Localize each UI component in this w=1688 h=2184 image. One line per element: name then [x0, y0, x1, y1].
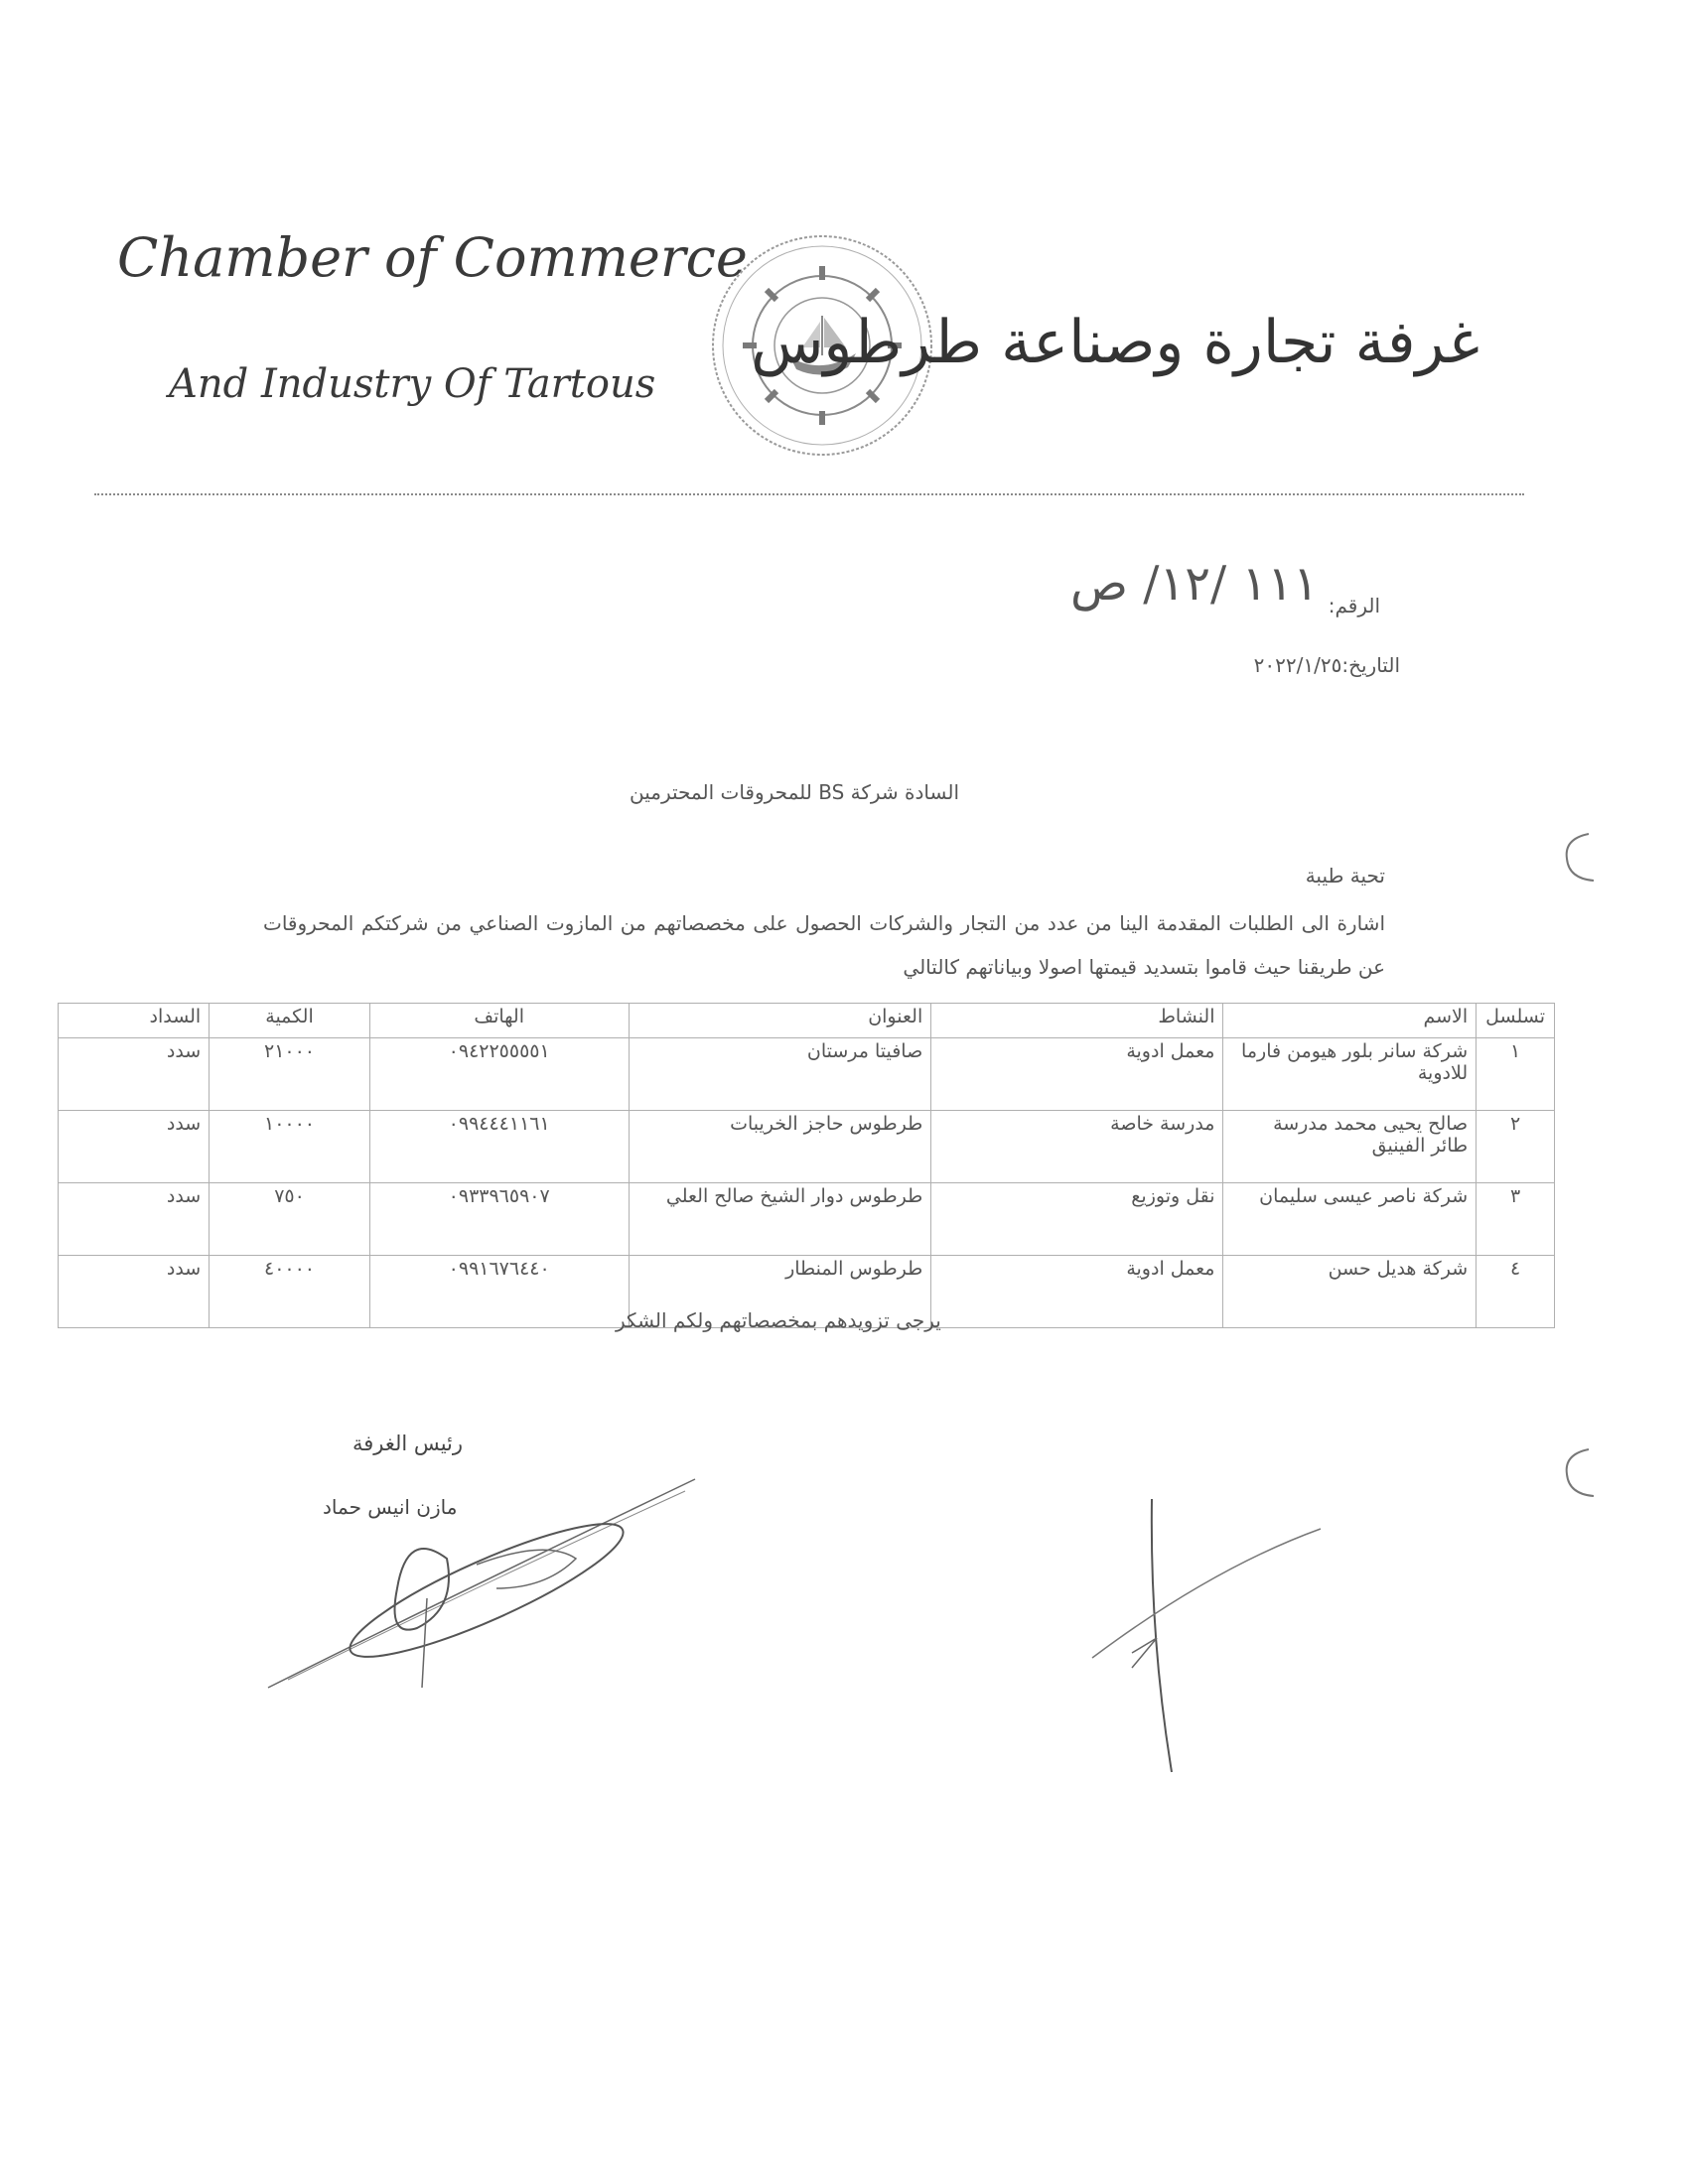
header-name: الاسم: [1223, 1004, 1477, 1038]
reference-number: ١١١ /١٢/ ص: [1070, 556, 1319, 612]
header-divider: [94, 493, 1524, 495]
cell-serial: ٤: [1477, 1256, 1555, 1328]
cell-name: شركة ناصر عيسى سليمان: [1223, 1183, 1477, 1256]
cell-quantity: ٧٥٠: [210, 1183, 370, 1256]
cell-phone: ٠٩٣٣٩٦٥٩٠٧: [369, 1183, 629, 1256]
cell-payment: سدد: [59, 1183, 210, 1256]
signatory-title: رئيس الغرفة: [352, 1432, 464, 1455]
header-quantity: الكمية: [210, 1004, 370, 1038]
letter-body: اشارة الى الطلبات المقدمة الينا من عدد من التجار والشركات الحصول على مخصصاتهم من المازوت الصناعي من شركتكم المحروقات عن طريقنا حيث قاموا بتسديد قيمتها اصولا وبياناتهم كالتالي: [263, 911, 1385, 979]
header-address: العنوان: [629, 1004, 931, 1038]
cell-name: شركة هديل حسن: [1223, 1256, 1477, 1328]
cell-name: صالح يحيى محمد مدرسة طائر الفينيق: [1223, 1111, 1477, 1183]
cell-phone: ٠٩٩١٦٧٦٤٤٠: [369, 1256, 629, 1328]
header-activity: النشاط: [931, 1004, 1223, 1038]
cell-quantity: ٤٠٠٠٠: [210, 1256, 370, 1328]
reference-label: الرقم:: [1328, 594, 1380, 617]
addressee: السادة شركة BS للمحروقات المحترمين: [629, 780, 960, 804]
margin-bracket-icon: [1559, 1444, 1599, 1504]
cell-quantity: ١٠٠٠٠: [210, 1111, 370, 1183]
table-row: [59, 1111, 1555, 1183]
cell-address: طرطوس حاجز الخريبات: [629, 1111, 931, 1183]
table-row: [59, 1038, 1555, 1111]
cell-serial: ٢: [1477, 1111, 1555, 1183]
signatory-name: مازن انيس حماد: [323, 1495, 458, 1519]
greeting: تحية طيبة: [1305, 864, 1385, 887]
closing-line: يرجى تزويدهم بمخصصاتهم ولكم الشكر: [616, 1308, 941, 1332]
cell-phone: ٠٩٤٢٢٥٥٥٥١: [369, 1038, 629, 1111]
margin-bracket-icon: [1559, 829, 1599, 888]
english-header-line2: And Industry Of Tartous: [169, 361, 656, 407]
cell-serial: ١: [1477, 1038, 1555, 1111]
cell-quantity: ٢١٠٠٠: [210, 1038, 370, 1111]
president-signature-icon: [248, 1469, 715, 1707]
cell-activity: نقل وتوزيع: [931, 1183, 1223, 1256]
cell-address: صافيتا مرستان: [629, 1038, 931, 1111]
cell-serial: ٣: [1477, 1183, 1555, 1256]
second-signature-icon: [1072, 1489, 1331, 1777]
english-header-line1: Chamber of Commerce: [117, 226, 748, 289]
table-header-row: [59, 1004, 1555, 1038]
cell-activity: معمل ادوية: [931, 1256, 1223, 1328]
allocation-table: [58, 1003, 1555, 1328]
cell-payment: سدد: [59, 1111, 210, 1183]
cell-address: طرطوس المنطار: [629, 1256, 931, 1328]
header-phone: الهاتف: [369, 1004, 629, 1038]
arabic-chamber-title: غرفة تجارة وصناعة طرطوس: [751, 308, 1479, 377]
cell-activity: معمل ادوية: [931, 1038, 1223, 1111]
table-row: [59, 1183, 1555, 1256]
cell-activity: مدرسة خاصة: [931, 1111, 1223, 1183]
document-date: التاريخ:٢٠٢٢/١/٢٥: [1253, 653, 1400, 677]
cell-name: شركة سانر بلور هيومن فارما للادوية: [1223, 1038, 1477, 1111]
cell-phone: ٠٩٩٤٤٤١١٦١: [369, 1111, 629, 1183]
header-payment: السداد: [59, 1004, 210, 1038]
cell-address: طرطوس دوار الشيخ صالح العلي: [629, 1183, 931, 1256]
cell-payment: سدد: [59, 1038, 210, 1111]
cell-payment: سدد: [59, 1256, 210, 1328]
header-serial: تسلسل: [1477, 1004, 1555, 1038]
